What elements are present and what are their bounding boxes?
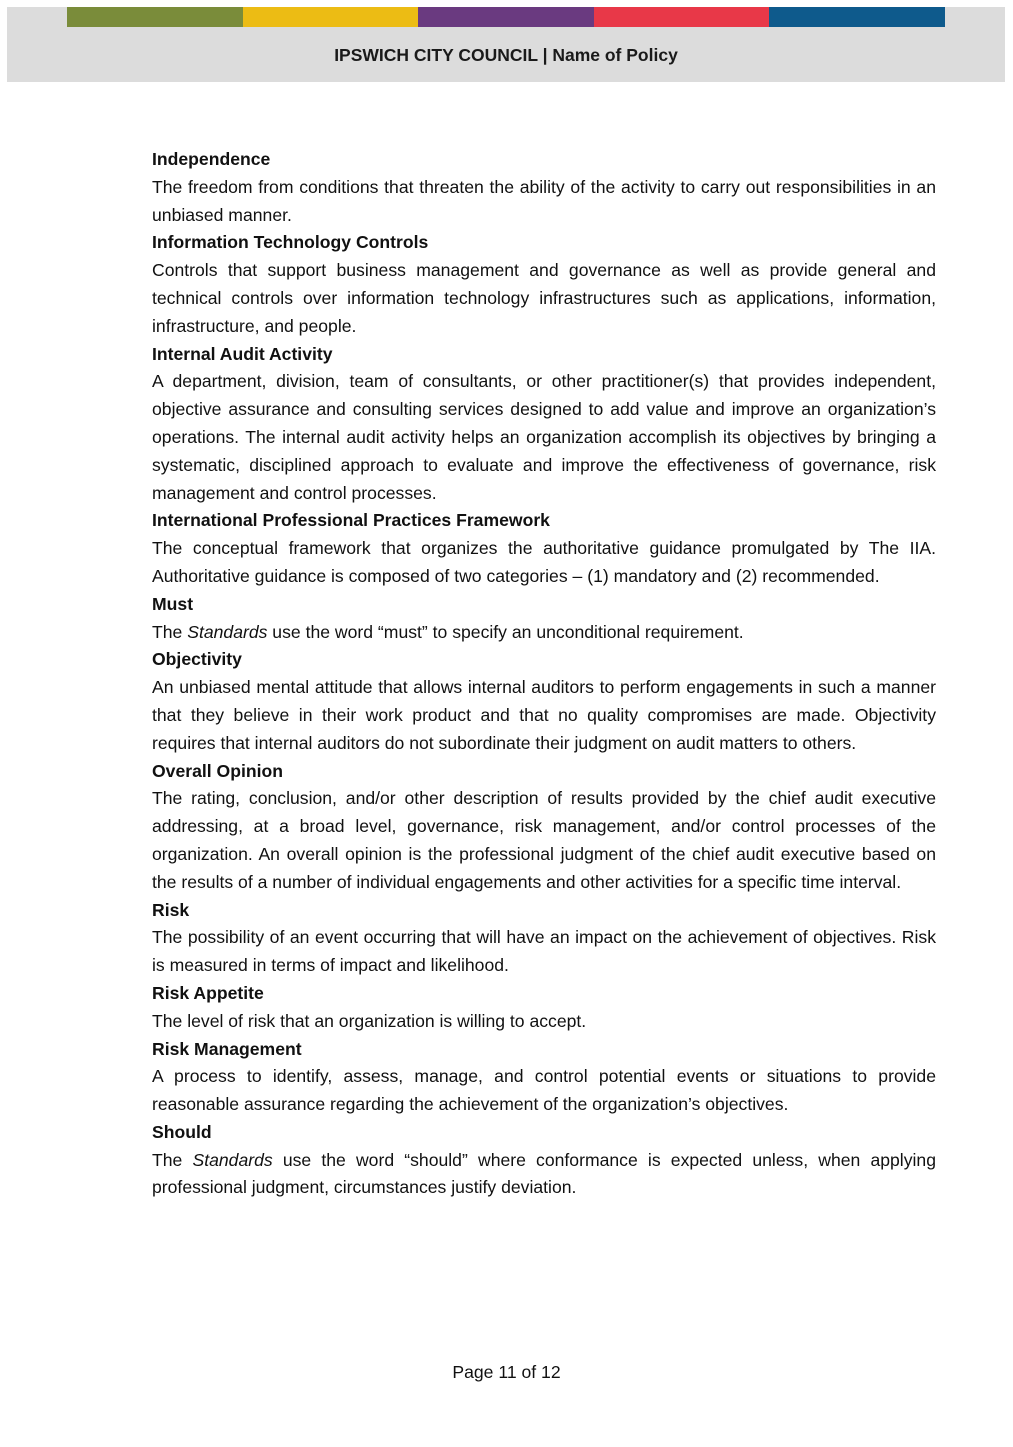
glossary-term: Independence xyxy=(152,149,271,169)
glossary-term: Risk xyxy=(152,899,190,920)
header-color-strip xyxy=(67,7,945,27)
glossary xyxy=(152,146,936,1202)
glossary-definition: A department, division, team of consultants, or other practitioner(s) that provides independent, objective assurance and consulting services designed to add value and improve an organization’s operations. The internal audit activity helps an organization accomplish its objectives by bringing a systematic, disciplined approach to evaluate and improve the effectiveness of governance, risk management and control processes. xyxy=(152,371,936,503)
glossary-term: Information Technology Controls xyxy=(152,232,429,253)
definition-emphasis: Standards xyxy=(192,1149,273,1170)
glossary-definition: The possibility of an event occurring that will have an impact on the achievement of objectives. Risk is measured in terms of impact and likelihood. xyxy=(152,927,936,976)
color-strip-segment-red xyxy=(594,7,770,27)
header-title: IPSWICH CITY COUNCIL | Name of Policy xyxy=(334,45,678,65)
glossary-term: Risk Management xyxy=(152,1038,302,1059)
glossary-term: Should xyxy=(152,1121,212,1142)
color-strip-segment-purple xyxy=(418,7,594,27)
definition-suffix: use the word “must” to specify an unconditional requirement. xyxy=(267,621,744,642)
definition-suffix: use the word “should” where conformance is expected unless, when applying professional judgment, circumstances justify deviation. xyxy=(152,1149,936,1198)
definition-emphasis: Standards xyxy=(187,621,268,642)
glossary-definition: A process to identify, assess, manage, and control potential events or situations to provide reasonable assurance regarding the achievement of the organization’s objectives. xyxy=(152,1066,936,1115)
glossary-definition xyxy=(152,1147,936,1203)
definition-prefix: The xyxy=(152,621,188,642)
glossary-definition: The level of risk that an organization is willing to accept. xyxy=(152,1010,587,1031)
glossary-definition: Controls that support business management and governance as well as provide general and technical controls over information technology infrastructures such as applications, information, infrastructure, and people. xyxy=(152,260,936,336)
color-strip-segment-blue xyxy=(769,7,945,27)
page-number: Page 11 of 12 xyxy=(452,1362,561,1382)
glossary-definition: The rating, conclusion, and/or other description of results provided by the chief audit executive addressing, at a broad level, governance, risk management, and/or control processes of the organization. An overall opinion is the professional judgment of the chief audit executive based on the results of a number of individual engagements and other activities for a specific time interval. xyxy=(152,788,936,892)
glossary-term: International Professional Practices Framework xyxy=(152,510,550,531)
definition-prefix: The xyxy=(152,1149,193,1170)
glossary-term: Risk Appetite xyxy=(152,982,264,1003)
glossary-definition: The freedom from conditions that threaten the ability of the activity to carry out responsibilities in an unbiased manner. xyxy=(152,176,936,225)
glossary-definition xyxy=(152,619,936,647)
glossary-definition: An unbiased mental attitude that allows internal auditors to perform engagements in such a manner that they believe in their work product and that no quality compromises are made. Objectivity requires that internal auditors do not subordinate their judgment on audit matters to others. xyxy=(152,677,936,753)
glossary-term: Objectivity xyxy=(152,649,242,670)
glossary-term: Internal Audit Activity xyxy=(152,343,333,364)
glossary-term: Overall Opinion xyxy=(152,760,283,781)
glossary-term: Must xyxy=(152,593,194,614)
color-strip-segment-yellow xyxy=(243,7,419,27)
glossary-definition: The conceptual framework that organizes the authoritative guidance promulgated by The IIA. Authoritative guidance is composed of two categories – (1) mandatory and (2) recommended. xyxy=(152,538,936,586)
color-strip-segment-olive xyxy=(67,7,243,27)
